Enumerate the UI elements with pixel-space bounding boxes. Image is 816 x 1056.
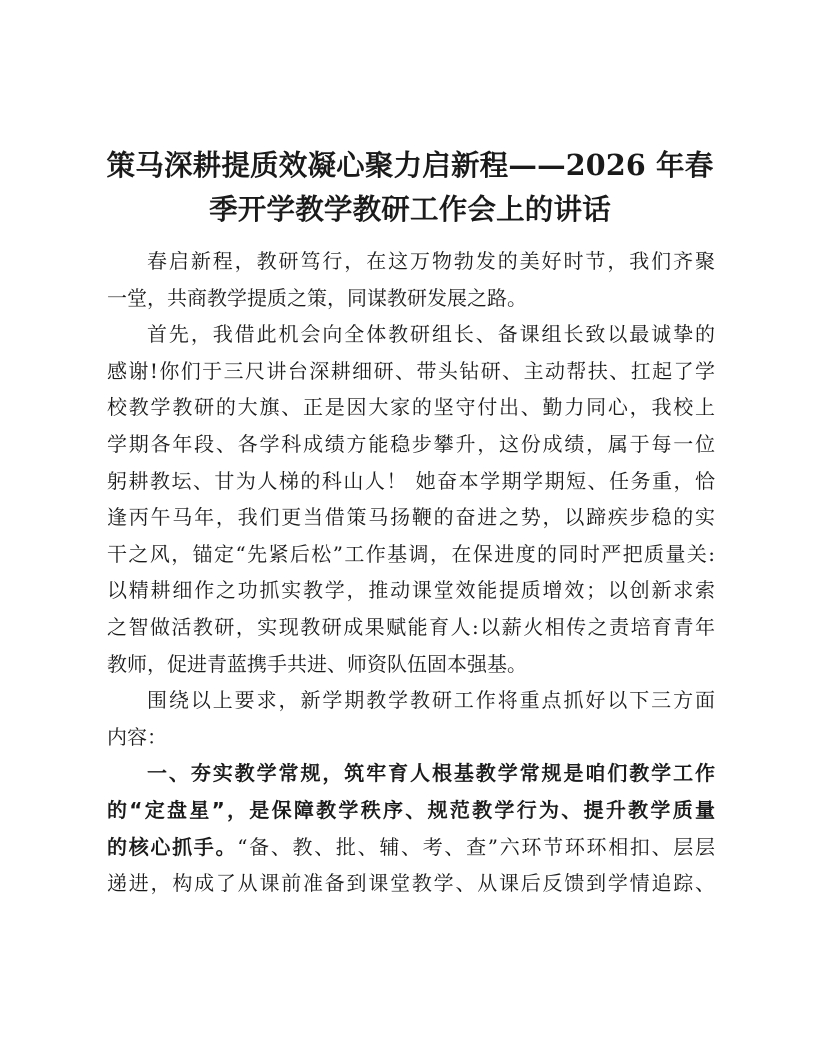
title-line: 季开学教学教研工作会上的讲话 <box>209 192 611 226</box>
title-line: 策马深耕提质效凝心聚力启新程——2026 年春 <box>106 148 714 182</box>
text-line: 感谢!你们于三尺讲台深耕细研、带头钻研、主动帮扶、扛起了学 <box>107 358 715 383</box>
text-line: 递进，构成了从课前准备到课堂教学、从课后反馈到学情追踪、 <box>107 871 715 896</box>
section-heading-line: 一、夯实教学常规，筑牢育人根基教学常规是咱们教学工作 <box>147 761 715 786</box>
text-line: 首先，我借此机会向全体教研组长、备课组长致以最诚挚的 <box>147 322 715 347</box>
section-heading-line: 的“定盘星”，是保障教学秩序、规范教学行为、提升教学质量 <box>107 797 715 822</box>
text-line: 一堂，共商教学提质之策，同谋教研发展之路。 <box>107 285 527 310</box>
text-line: 教师，促进青蓝携手共进、师资队伍固本强基。 <box>107 651 527 676</box>
document-body <box>107 243 715 902</box>
text-line: 校教学教研的大旗、正是因大家的坚守付出、勤力同心，我校上 <box>107 395 715 420</box>
text-line: 围绕以上要求，新学期教学教研工作将重点抓好以下三方面 <box>147 688 715 713</box>
paragraph-opening <box>107 243 715 316</box>
text-line: 学期各年段、各学科成绩方能稳步攀升，这份成绩，属于每一位 <box>107 431 715 456</box>
paragraph-thanks <box>107 316 715 682</box>
text-line: 内容： <box>107 724 167 749</box>
section-heading-tail: 的核心抓手。 <box>107 834 238 859</box>
text-line: 干之风，锚定“先紧后松”工作基调，在保进度的同时严把质量关: <box>107 541 715 566</box>
section-one <box>107 755 715 901</box>
text-line: 之智做活教研，实现教研成果赋能育人:以薪火相传之责培育青年 <box>107 614 715 639</box>
text-line <box>107 829 715 866</box>
document-title <box>104 143 716 231</box>
text-line: 躬耕教坛、甘为人梯的科山人！ 她奋本学期学期短、任务重，恰 <box>107 468 715 493</box>
paragraph-requirements <box>107 682 715 755</box>
text-line: 春启新程，教研笃行，在这万物勃发的美好时节，我们齐聚 <box>147 249 715 273</box>
text-line: 逢丙午马年，我们更当借策马扬鞭的奋进之势，以蹄疾步稳的实 <box>107 505 715 530</box>
text-segment: “备、教、批、辅、考、查”六环节环环相扣、层层 <box>237 834 716 859</box>
text-line: 以精耕细作之功抓实教学，推动课堂效能提质增效；以创新求索 <box>107 578 715 603</box>
